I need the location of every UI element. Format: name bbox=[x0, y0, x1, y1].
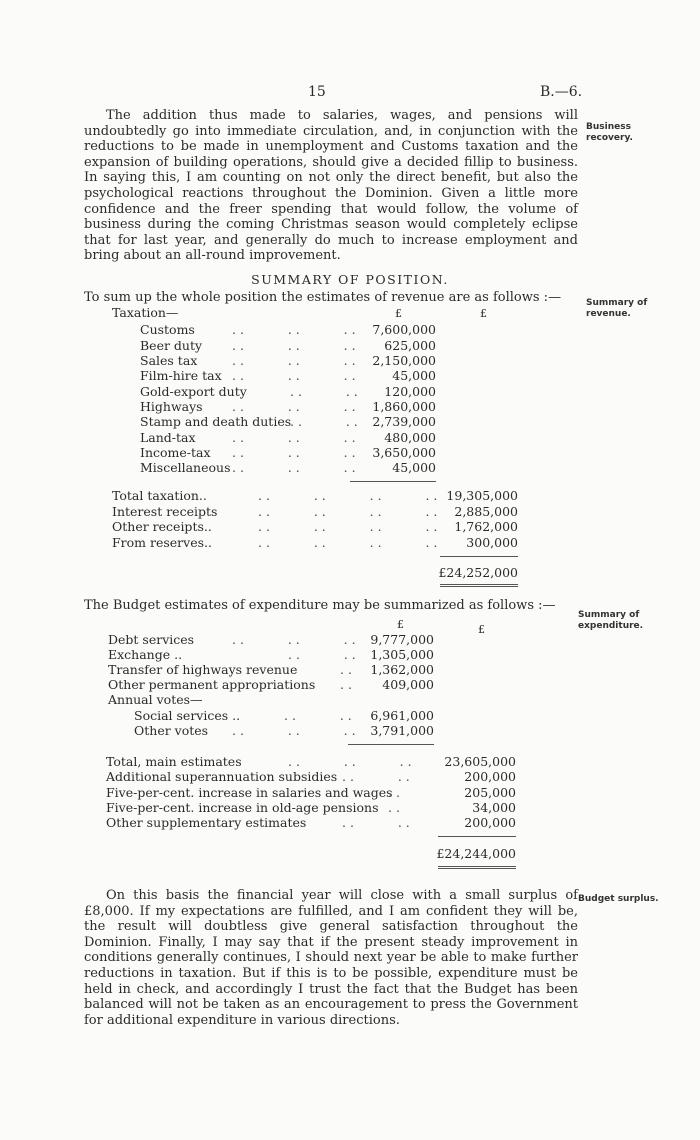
leader-dots: .. .. .. bbox=[232, 368, 360, 383]
leader-dots: .. .. bbox=[290, 414, 362, 429]
annual-vote-value: 6,961,000 bbox=[370, 708, 434, 723]
taxation-row-label: Film-hire tax bbox=[140, 368, 222, 383]
leader-dots: .. .. .. bbox=[232, 632, 360, 647]
revenue-row-label: Interest receipts bbox=[112, 504, 218, 519]
supplementary-row bbox=[106, 800, 516, 816]
supplementary-row-value: 205,000 bbox=[464, 785, 516, 800]
leader-dots: .. .. bbox=[342, 769, 414, 784]
revenue-intro: To sum up the whole position the estimates of revenue are as follows :— bbox=[84, 290, 562, 305]
section-heading: SUMMARY OF POSITION. bbox=[251, 272, 449, 287]
taxation-row-value: 45,000 bbox=[392, 368, 436, 383]
revenue-row bbox=[112, 504, 518, 520]
annual-vote-label: Other votes bbox=[134, 723, 209, 738]
document-reference: B.—6. bbox=[540, 84, 583, 100]
expenditure-intro: The Budget estimates of expenditure may be summarized as follows :— bbox=[84, 598, 556, 613]
revenue-row bbox=[112, 488, 518, 504]
taxation-row bbox=[140, 368, 436, 384]
expenditure-row bbox=[108, 647, 434, 663]
supplementary-row-label: Five-per-cent. increase in salaries and wages bbox=[106, 785, 393, 800]
taxation-row bbox=[140, 414, 436, 430]
margin-note-budget-surplus: Budget surplus. bbox=[578, 894, 659, 904]
supplementary-row bbox=[106, 754, 516, 770]
paragraph-budget-surplus: On this basis the financial year will close with a small surplus of £8,000. If my expectations are fulfilled, and I am confident they will be, the result will doubtless give general satisfaction throughout the Dominion. Finally, I may say that if the present steady improvement in conditions generally continues, I should next year be able to make further reductions in taxation. But if this is to be possible, expenditure must be held in check, and accordingly I trust the fact that the Budget has been balanced will not be taken as an encouragement to press the Government for additional expenditure in various directions. bbox=[84, 888, 578, 1028]
taxation-row bbox=[140, 460, 436, 476]
annual-vote-row bbox=[134, 708, 434, 724]
expenditure-row-label: Exchange .. bbox=[108, 647, 183, 662]
leader-dots: .. .. .. .. bbox=[258, 504, 442, 519]
expenditure-row-value: 1,362,000 bbox=[370, 662, 434, 677]
margin-note-business-recovery: Business recovery. bbox=[586, 122, 633, 143]
revenue-row-value: 1,762,000 bbox=[454, 519, 518, 534]
supplementary-row-label: Five-per-cent. increase in old-age pensions bbox=[106, 800, 379, 815]
expenditure-row-label: Other permanent appropriations bbox=[108, 677, 316, 692]
annual-vote-label: Social services .. bbox=[134, 708, 241, 723]
revenue-row-label: Other receipts.. bbox=[112, 519, 212, 534]
supplementary-row-value: 200,000 bbox=[464, 769, 516, 784]
page-header bbox=[0, 84, 700, 104]
paragraph-business-recovery: The addition thus made to salaries, wages, and pensions will undoubtedly go into immediate circulation, and, in conjunction with the reductions to be made in unemployment and Customs taxation and the expansion of building operations, should give a decided fillip to business. In saying this, I am counting on not only the direct benefit, but also the psychological reactions throughout the Dominion. Given a little more confidence and the freer spending that would follow, the volume of business during the coming Christmas season would completely eclipse that for last year, and generally do much to increase employment and bring about an all-round improvement. bbox=[84, 108, 578, 264]
taxation-row-label: Sales tax bbox=[140, 353, 198, 368]
leader-dots: .. .. .. .. bbox=[258, 519, 442, 534]
leader-dots: .. .. .. bbox=[232, 460, 360, 475]
leader-dots: .. .. .. bbox=[232, 353, 360, 368]
supplementary-row-label: Total, main estimates bbox=[106, 754, 242, 769]
subtotal-rule bbox=[350, 481, 436, 482]
taxation-row-label: Customs bbox=[140, 322, 195, 337]
expenditure-row-label: Debt services bbox=[108, 632, 195, 647]
revenue-row-value: 19,305,000 bbox=[446, 488, 518, 503]
annual-vote-row bbox=[134, 723, 434, 739]
revenue-row bbox=[112, 535, 518, 551]
taxation-row-label: Land-tax bbox=[140, 430, 196, 445]
supplementary-row bbox=[106, 785, 516, 801]
expenditure-row bbox=[108, 632, 434, 648]
taxation-row bbox=[140, 353, 436, 369]
supplementary-row bbox=[106, 815, 516, 831]
currency-header-col1: £ bbox=[395, 307, 402, 320]
revenue-row-value: 300,000 bbox=[466, 535, 518, 550]
taxation-row-value: 3,650,000 bbox=[372, 445, 436, 460]
page-number: 15 bbox=[308, 84, 326, 100]
taxation-row bbox=[140, 338, 436, 354]
leader-dots: .. .. .. .. bbox=[258, 488, 442, 503]
expenditure-total: £24,244,000 bbox=[436, 846, 516, 861]
supplementary-row bbox=[106, 769, 516, 785]
leader-dots: .. bbox=[388, 800, 404, 815]
total-rule-double bbox=[438, 866, 516, 869]
supplementary-row-value: 23,605,000 bbox=[444, 754, 516, 769]
revenue-row-label: Total taxation.. bbox=[112, 488, 207, 503]
leader-dots: .. .. .. bbox=[232, 322, 360, 337]
taxation-row bbox=[140, 322, 436, 338]
leader-dots: .. .. .. bbox=[232, 399, 360, 414]
taxation-row bbox=[140, 399, 436, 415]
supplementary-row-label: Additional superannuation subsidies bbox=[106, 769, 338, 784]
leader-dots: .. bbox=[340, 662, 356, 677]
leader-dots: .. .. bbox=[288, 647, 360, 662]
expenditure-currency-col1: £ bbox=[397, 618, 404, 631]
taxation-row-value: 120,000 bbox=[384, 384, 436, 399]
taxation-row-label: Gold-export duty bbox=[140, 384, 247, 399]
revenue-row-value: 2,885,000 bbox=[454, 504, 518, 519]
taxation-row-value: 2,739,000 bbox=[372, 414, 436, 429]
leader-dots: .. .. .. .. bbox=[258, 535, 442, 550]
leader-dots: .. .. bbox=[342, 815, 414, 830]
taxation-row-label: Miscellaneous bbox=[140, 460, 231, 475]
taxation-row-label: Highways bbox=[140, 399, 203, 414]
expenditure-row-value: 409,000 bbox=[382, 677, 434, 692]
taxation-row-label: Beer duty bbox=[140, 338, 203, 353]
supplementary-row-value: 200,000 bbox=[464, 815, 516, 830]
taxation-row-value: 7,600,000 bbox=[372, 322, 436, 337]
annual-votes-label: Annual votes— bbox=[108, 692, 203, 707]
expenditure-currency-col2: £ bbox=[478, 623, 485, 636]
taxation-row bbox=[140, 430, 436, 446]
leader-dots: .. .. .. bbox=[232, 430, 360, 445]
expenditure-row-value: 9,777,000 bbox=[370, 632, 434, 647]
expenditure-row-value: 1,305,000 bbox=[370, 647, 434, 662]
taxation-row-value: 625,000 bbox=[384, 338, 436, 353]
leader-dots: .. .. .. bbox=[232, 723, 360, 738]
taxation-label: Taxation— bbox=[112, 305, 179, 320]
leader-dots: .. .. bbox=[284, 708, 356, 723]
revenue-row bbox=[112, 519, 518, 535]
taxation-row-value: 45,000 bbox=[392, 460, 436, 475]
margin-note-summary-revenue: Summary of revenue. bbox=[586, 298, 648, 319]
total-rule-double bbox=[440, 584, 518, 587]
total-rule-top bbox=[438, 836, 516, 837]
leader-dots: .. .. .. bbox=[232, 338, 360, 353]
taxation-row-value: 2,150,000 bbox=[372, 353, 436, 368]
leader-dots: .. bbox=[388, 785, 404, 800]
supplementary-row-value: 34,000 bbox=[472, 800, 516, 815]
taxation-row bbox=[140, 384, 436, 400]
expenditure-row-label: Transfer of highways revenue bbox=[108, 662, 298, 677]
leader-dots: .. bbox=[340, 677, 356, 692]
expenditure-row bbox=[108, 662, 434, 678]
currency-header-col2: £ bbox=[480, 307, 487, 320]
leader-dots: .. .. .. bbox=[288, 754, 416, 769]
subtotal-rule bbox=[348, 744, 434, 745]
leader-dots: .. .. .. bbox=[232, 445, 360, 460]
expenditure-row bbox=[108, 677, 434, 693]
revenue-row-label: From reserves.. bbox=[112, 535, 212, 550]
total-rule-top bbox=[440, 556, 518, 557]
leader-dots: .. .. bbox=[290, 384, 362, 399]
taxation-row-value: 1,860,000 bbox=[372, 399, 436, 414]
taxation-row-value: 480,000 bbox=[384, 430, 436, 445]
taxation-row bbox=[140, 445, 436, 461]
margin-note-summary-expenditure: Summary of expenditure. bbox=[578, 610, 644, 631]
annual-vote-value: 3,791,000 bbox=[370, 723, 434, 738]
taxation-row-label: Income-tax bbox=[140, 445, 211, 460]
revenue-total: £24,252,000 bbox=[438, 565, 518, 580]
supplementary-row-label: Other supplementary estimates bbox=[106, 815, 307, 830]
taxation-row-label: Stamp and death duties bbox=[140, 414, 292, 429]
